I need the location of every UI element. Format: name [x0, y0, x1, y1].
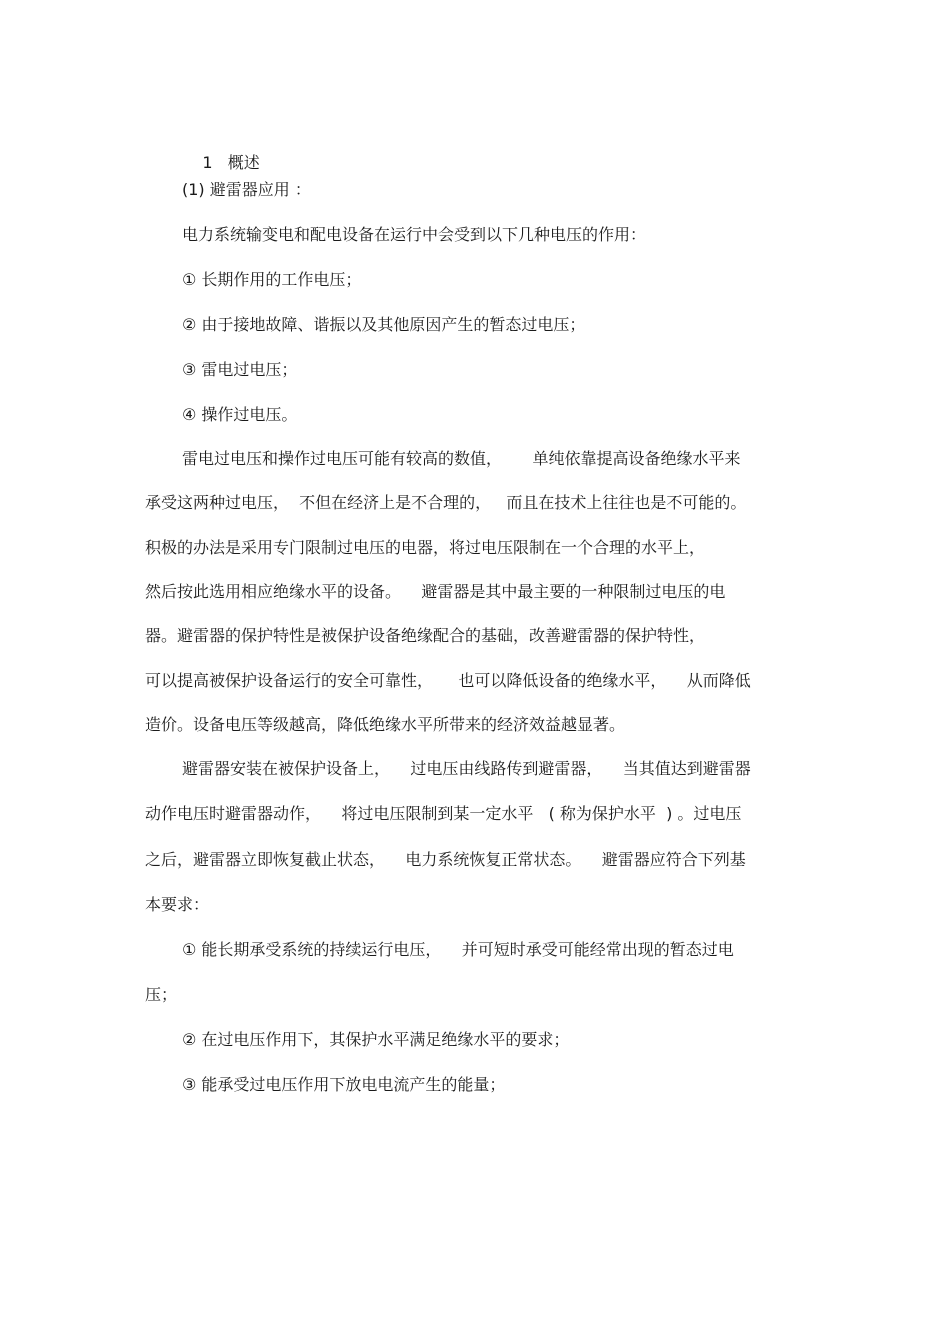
paragraph1-line: 可以提高被保护设备运行的安全可靠性， 也可以降低设备的绝缘水平， 从而降低	[145, 671, 751, 690]
paragraph2-line: 避雷器安装在被保护设备上， 过电压由线路传到避雷器， 当其值达到避雷器	[182, 759, 751, 778]
paragraph2-line: 动作电压时避雷器动作， 将过电压限制到某一定水平 ( 称为保护水平 ) 。过电压	[145, 804, 742, 823]
paragraph1-line: 器。避雷器的保护特性是被保护设备绝缘配合的基础，改善避雷器的保护特性，	[145, 626, 706, 645]
requirement-item-continuation: 压；	[145, 985, 178, 1004]
requirement-item: ① 能长期承受系统的持续运行电压， 并可短时承受可能经常出现的暂态过电	[182, 940, 734, 959]
voltage-list-item: ① 长期作用的工作电压；	[182, 270, 362, 289]
intro-text: 电力系统输变电和配电设备在运行中会受到以下几种电压的作用：	[182, 225, 647, 244]
paragraph2-line: 本要求：	[145, 895, 210, 914]
voltage-list-item: ③ 雷电过电压；	[182, 360, 298, 379]
requirement-item: ② 在过电压作用下，其保护水平满足绝缘水平的要求；	[182, 1030, 570, 1049]
voltage-list-item: ② 由于接地故障、谐振以及其他原因产生的暂态过电压；	[182, 315, 586, 334]
paragraph1-line: 造价。设备电压等级越高，降低绝缘水平所带来的经济效益越显著。	[145, 715, 626, 734]
voltage-list-item: ④ 操作过电压。	[182, 405, 298, 424]
section-title: 概述	[227, 153, 260, 172]
paragraph1-line: 积极的办法是采用专门限制过电压的电器，将过电压限制在一个合理的水平上，	[145, 538, 706, 557]
subheading: (1) 避雷器应用 ：	[182, 180, 311, 199]
paragraph1-line: 承受这两种过电压， 不但在经济上是不合理的， 而且在技术上往往也是不可能的。	[145, 493, 747, 512]
paragraph2-line: 之后，避雷器立即恢复截止状态， 电力系统恢复正常状态。 避雷器应符合下列基	[145, 850, 746, 869]
paragraph1-line: 雷电过电压和操作过电压可能有较高的数值， 单纯依靠提高设备绝缘水平来	[182, 449, 741, 468]
paragraph1-line: 然后按此选用相应绝缘水平的设备。 避雷器是其中最主要的一种限制过电压的电	[145, 582, 726, 601]
requirement-item: ③ 能承受过电压作用下放电电流产生的能量；	[182, 1075, 506, 1094]
section-number: 1	[202, 153, 213, 172]
